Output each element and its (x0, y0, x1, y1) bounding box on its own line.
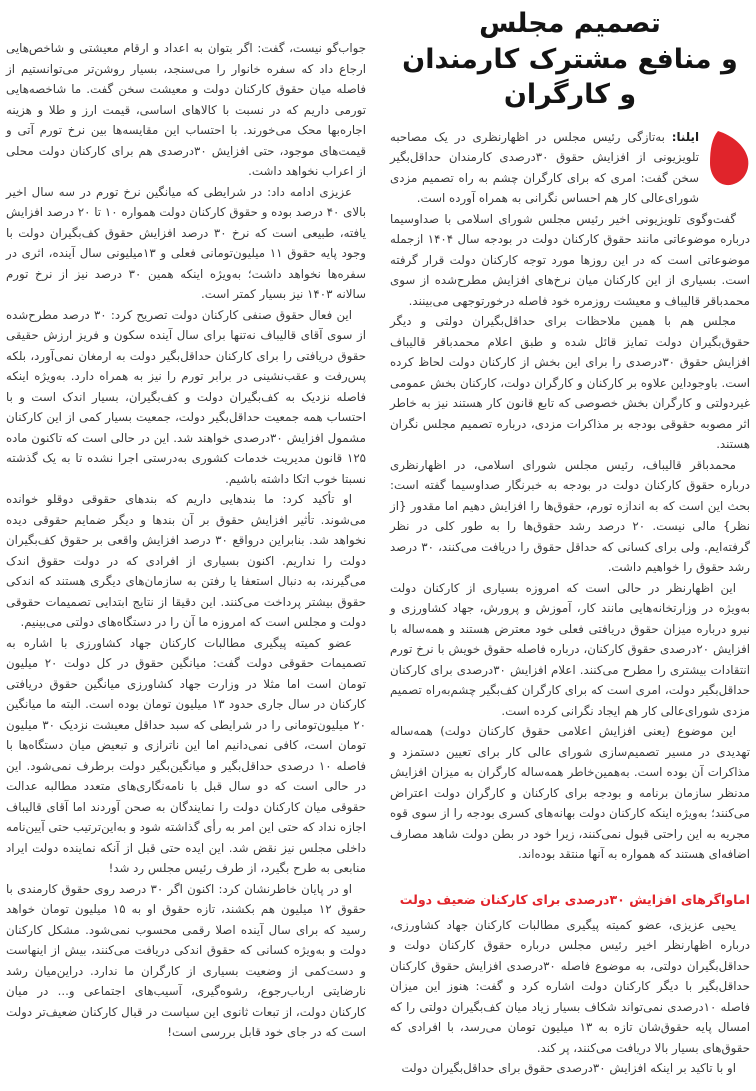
article-paragraph: او در پایان خاطرنشان کرد: اکنون اگر ۳۰ درصد روی حقوق کارمندی با حقوق ۱۲ میلیون هم بکشند، تازه حقوق او به ۱۵ میلیون تومان خواهد رسید که برای سال آینده اصلا رقمی محسوب نمی‌شود. مشکل کارکنان دولت و به‌ویژه کسانی که حقوق اندکی دریافت می‌کنند، بیش از اینهاست و دست‌کمی از وضعیت بسیاری از کارگران ما ندارد. دراین‌میان رشد نارضایتی ارباب‌رجوع، رشوه‌گیری، آسیب‌های اجتماعی و... در میان کارکنان دولت، از تبعات ثانوی این سیاست در قبال کارکنان ضعیف‌تر دولت است که در جای خود قابل بررسی است! (6, 881, 366, 1039)
agency-bullet-icon (708, 129, 750, 187)
title-line-1: تصمیم مجلس (479, 8, 661, 39)
article-paragraph: جواب‌گو نیست، گفت: اگر بتوان به اعداد و ارقام معیشتی و شاخص‌هایی ارجاع داد که سفره خانوار را می‌سنجد، بسیار روشن‌تر می‌توانستیم از فاصله میان حقوق کارکنان دولت و معیشت سخن گفت. ما شاخصه‌هایی تورمی داریم که در نسبت با کالاهای اساسی، قیمت ارز و طلا و هزینه اجاره‌بها محک می‌خورند. با احتساب این مقایسه‌ها بین نرخ تورم آتی و قیمت‌های موجود، حتی افزایش ۳۰درصدی هم برای کارکنان دولت محلی از اعراب نخواهد داشت. (6, 41, 366, 178)
page-title (390, 6, 750, 113)
article-paragraph: مجلس هم با همین ملاحظات برای حداقل‌بگیران دولتی و دیگر حقوق‌بگیران دولت تمایز قائل شده و طبق اعلام محمدباقر قالیباف افزایش حقوق ۳۰درصدی را برای این بخش از کارکنان دولت لحاظ کرده است. باوجوداین علاوه بر کارکنان و کارگران دولت، کارکنان بخش عمومی غیردولتی و کارگران بخش خصوصی که تابع قانون کار هستند نیز به خاطر اثر مصوبه حقوقی بودجه بر مذاکرات مزدی، درباره تصمیم مجلس نگران هستند. (390, 314, 750, 452)
article-paragraph: این موضوع (یعنی افزایش اعلامی حقوق کارکنان دولت) همه‌ساله تهدیدی در مسیر تصمیم‌سازی شورای عالی کار برای تعیین دستمزد و مذاکرات آن بوده است. به‌همین‌خاطر همه‌ساله کارگران به میزان افزایش مدنظر سازمان برنامه و بودجه برای کارکنان و کارگران دولت اعتراض می‌کنند؛ به‌ویژه اینکه کارکنان دولت بهانه‌های کسری بودجه را از سوی قوه مجریه به این راحتی قبول نمی‌کنند، زیرا خود در بطن دولت شاهد مصارف اضافه‌ای هستند که همواره به آنها منتقد بوده‌اند. (390, 724, 750, 862)
lead-paragraph (390, 127, 750, 209)
article-paragraph: این اظهارنظر در حالی است که امروزه بسیاری از کارکنان دولت به‌ویژه در وزارتخانه‌هایی مانند کار، آموزش و پرورش، جهاد کشاورزی و نیرو درباره میزان حقوق دریافتی فعلی خود معترض هستند و همه‌ساله با افزایش ۲۰درصدی حقوق کارکنان، درباره فاصله حقوق خویش با نرخ تورم انتقادات بیشتری را مطرح می‌کنند. اعلام افزایش ۳۰درصدی برای کارکنان حداقل‌بگیر دولت، امری است که برای کارگران کف‌بگیر چشم‌به‌راه تصمیم مزدی شورای‌عالی کار هم ایجاد نگرانی کرده است. (390, 580, 750, 718)
article-continuation-column (6, 4, 366, 1079)
article-paragraph: این فعال حقوق صنفی کارکنان دولت تصریح کرد: ۳۰ درصد مطرح‌شده از سوی آقای قالیباف نه‌تنها برای سال آینده سکون و فریز ارزش حقیقی حقوق دریافتی را برای کارکنان حداقل‌بگیر دولت به ارمغان نمی‌آورد، بلکه پس‌رفت و عقب‌نشینی در برابر تورم را نیز به همراه دارد. به‌ویژه اینکه فاصله نزدیک به کف‌بگیران دولت و کف‌بگیران، بسیار اندک است و با احتساب همه جمعیت حداقل‌بگیر دولت، جمعیت بسیار کمی از این کارکنان مشمول افزایش ۳۰درصدی خواهند شد. این در حالی است که تاکنون ماده ۱۲۵ قانون مدیریت خدمات کشوری به‌درستی اجرا نشده تا به یک گذشته نسبتا خوب اتکا داشته باشیم. (6, 307, 366, 486)
article-columns (6, 4, 750, 1079)
article-paragraph: گفت‌وگوی تلویزیونی اخیر رئیس مجلس شورای اسلامی با صداوسیما درباره موضوعاتی مانند حقوق کارکنان دولت در بودجه سال ۱۴۰۴ ازجمله موضوعاتی است که در این روزها مورد توجه کارکنان دولت قرار گرفته است. بسیاری از این کارکنان میان نرخ‌های افزایش مطرح‌شده از سوی محمدباقر قالیباف و معیشت روزمره خود فاصله درخورتوجهی می‌بینند. (390, 211, 750, 308)
article-paragraph: او تأکید کرد: ما بندهایی داریم که بندهای حقوقی دوقلو خوانده می‌شوند. تأثیر افزایش حقوق بر آن بندها و دیگر ضمایم حقوقی دیده نخواهد شد. بنابراین درواقع ۳۰ درصد افزایش واقعی بر حقوق کف‌بگیران دولت را نداریم. اکنون بسیاری از افرادی که در دولت حقوق اندک می‌گیرند، به دنبال استعفا یا رفتن به سازمان‌های دیگری هستند که اندکی حقوق بیشتر پرداخت می‌کنند. این دقیقا از نتایج ابتدایی تصمیمات حقوقی دولت و مجلس است که امروزه ما آن را در دستگاه‌های دولتی می‌بینیم. (6, 492, 366, 629)
article-paragraph: محمدباقر قالیباف، رئیس مجلس شورای اسلامی، در اظهارنظری درباره حقوق کارکنان دولت در بودجه به خبرنگار صداوسیما گفته است: بحث این است که به اندازه تورم، حقوق‌ها را افزایش دهیم اما مقدور {از نظر} مالی نیست. ۲۰ درصد رشد حقوق‌ها را به طور کلی در نظر گرفته‌ایم. ولی برای کسانی که حداقل حقوق را دریافت می‌کنند، ۳۰ درصد رشد حقوق را خواهیم داشت. (390, 457, 750, 575)
article-paragraph: یحیی عزیزی، عضو کمیته پیگیری مطالبات کارکنان جهاد کشاورزی، درباره اظهارنظر اخیر رئیس مجلس درباره حقوق کارکنان دولت و حداقل‌بگیران دولتی، به موضوع فاصله ۳۰درصدی افزایش حقوق کارکنان حداقل‌بگیر با دیگر کارکنان دولت اشاره کرد و گفت: هنوز این میزان فاصله ۱۰درصدی نمی‌تواند شکاف بسیار زیاد میان کف‌بگیران دولتی را که امسال پایه حقوق‌شان تازه به ۱۳ میلیون تومان می‌رسد، با افرادی که حقوق‌های بسیار بالا دریافت می‌کنند، پر کند. (390, 917, 750, 1055)
title-line-2: و منافع مشترک کارمندان و کارگران (402, 43, 738, 111)
news-agency-label: ایلنا: (671, 129, 699, 144)
article-main-column (390, 4, 750, 1079)
article-paragraph: عزیزی ادامه داد: در شرایطی که میانگین نرخ تورم در سه سال اخیر بالای ۴۰ درصد بوده و حقوق کارکنان دولت همواره ۱۰ تا ۲۰ درصد افزایش یافته، طبیعی است که نرخ ۳۰ درصد افزایش حقوق کف‌بگیران دولت با وجود پایه حقوق ۱۱ میلیون‌تومانی فعلی و ۱۳میلیونی سال آینده، اثری در سفره‌ها نخواهد داشت؛ به‌ویژه اینکه همین ۳۰ درصد نیز از نرخ تورم سالانه ۱۴۰۳ نیز بسیار کمتر است. (6, 184, 367, 301)
article-paragraph: او با تاکید بر اینکه افزایش ۳۰درصدی حقوق برای حداقل‌بگیران دولت (401, 1061, 736, 1076)
article-paragraph: عضو کمیته پیگیری مطالبات کارکنان جهاد کشاورزی با اشاره به تصمیمات حقوقی دولت گفت: میانگین حقوق در کل دولت ۲۰ میلیون تومان است اما مثلا در وزارت جهاد کشاورزی میانگین حقوق دریافتی کارکنان در سال جاری حدود ۱۳ میلیون تومان بوده است. البته ما میانگین ۲۰ میلیون‌تومانی را در شرایطی که سبد حداقل معیشت نزدیک ۳۰ میلیون تومان است، کافی نمی‌دانیم اما این ناترازی و تبعیض میان دستگاه‌ها با فاصله ۱۰ درصدی حداقل‌بگیر و میانگین‌بگیر دولت برطرف نمی‌شود. این در حالی است که دو سال قبل با نامه‌نگاری‌های متعدد مطالبه عدالت حقوقی میان کارکنان دولت را نمایندگان به صحن آوردند اما آقای قالیباف اجازه نداد که حتی این امر به رأی گذاشته شود و به‌این‌ترتیب حتی آیین‌نامه داخلی مجلس نیز نقض شد. این ایده حتی قبل از آنکه نماینده دولت ایراد منابعی به طرح بگیرد، از طرف رئیس مجلس رد شد! (6, 635, 367, 875)
section-subhead: اماواگرهای افزایش ۳۰درصدی برای کارکنان ضعیف دولت (399, 891, 750, 907)
lead-text: به‌تازگی رئیس مجلس در اظهارنظری در یک مصاحبه تلویزیونی از افزایش حقوق ۳۰درصدی کارمندان حداقل‌بگیر سخن گفت: امری که برای کارگران چشم به راه تصمیم مزدی شورای‌عالی کار هم احساس نگرانی به همراه آورده است. (390, 129, 700, 206)
